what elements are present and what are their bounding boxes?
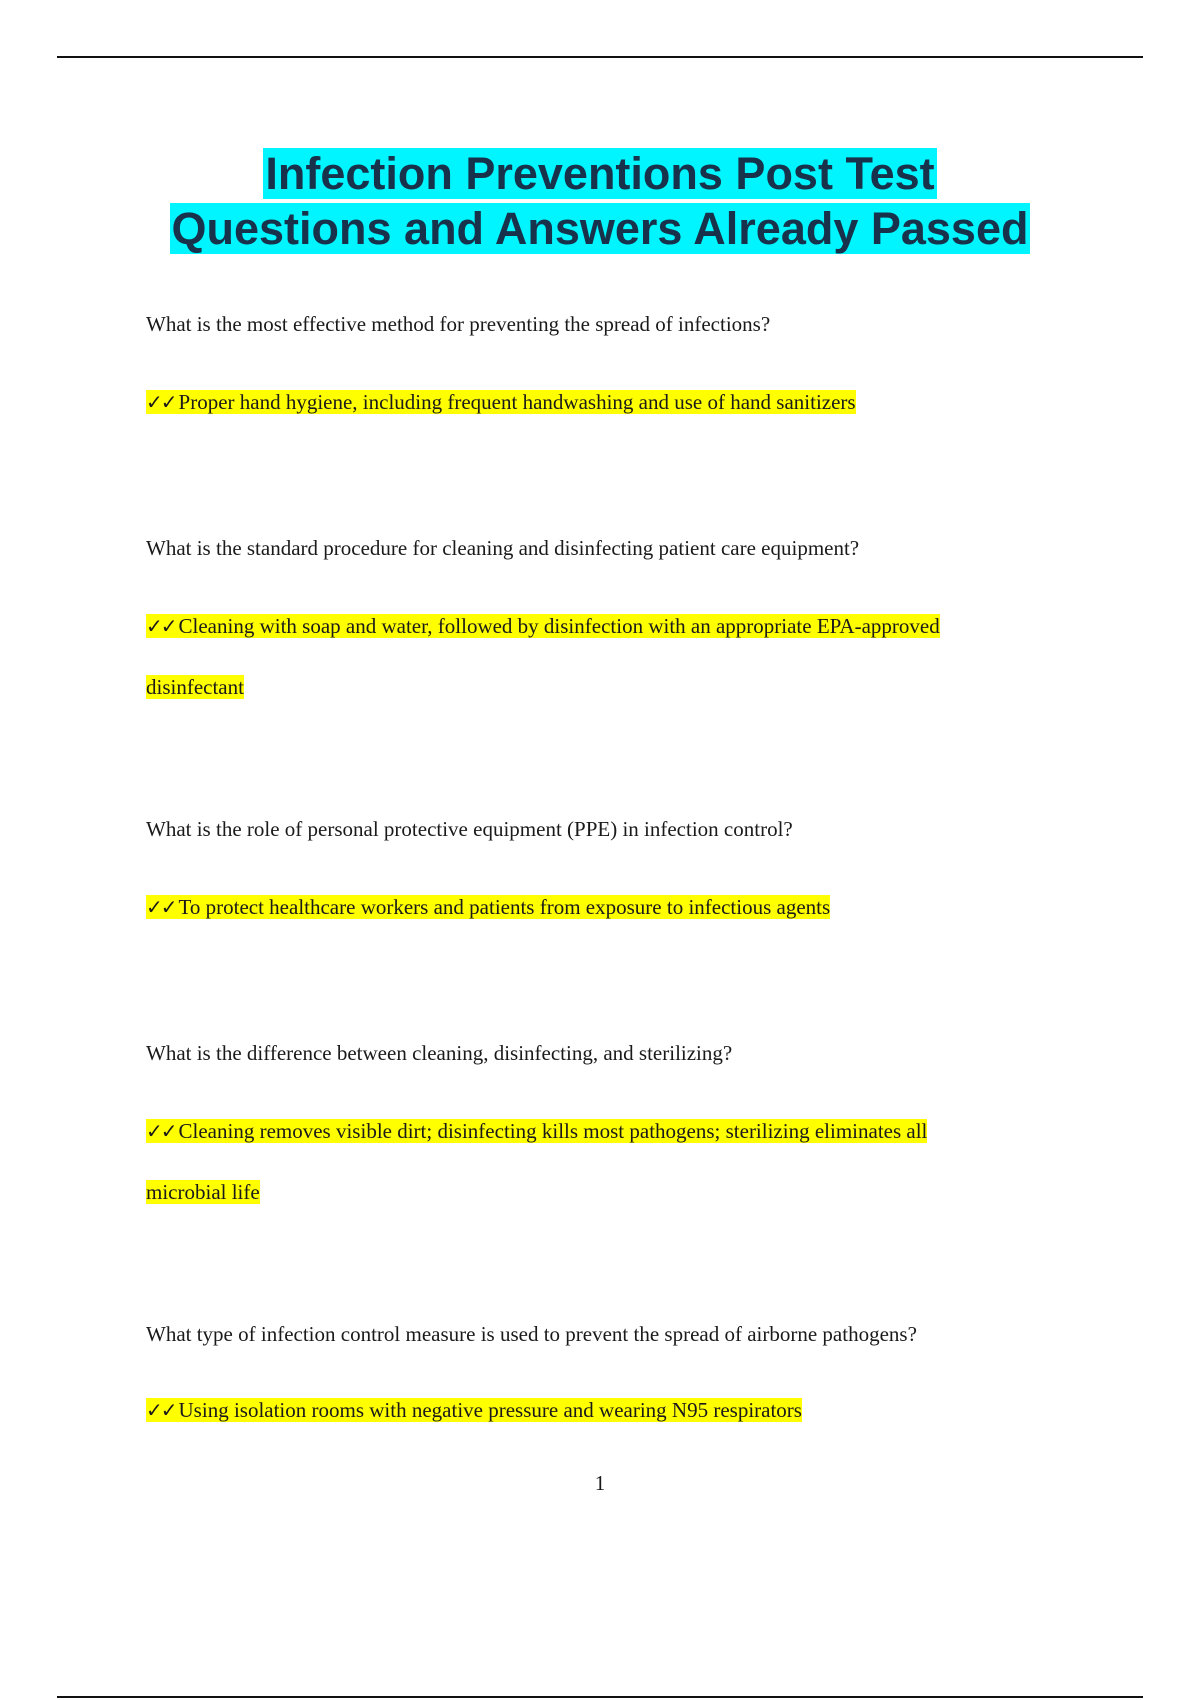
answer-1-line-1: ✓✓ Proper hand hygiene, including frequent handwashing and use of hand sanitizers: [146, 390, 856, 414]
header-rule: [57, 56, 1143, 58]
checkmark-icon: ✓✓: [146, 1119, 176, 1143]
answer-4: [146, 1101, 927, 1223]
question-2: What is the standard procedure for cleaning and disinfecting patient care equipment?: [146, 536, 860, 560]
answer-2: [146, 596, 940, 718]
answer-2-line-2: disinfectant: [146, 675, 244, 699]
page-number: 1: [594, 1471, 606, 1495]
answer-3-line-1: ✓✓ To protect healthcare workers and patients from exposure to infectious agents: [146, 895, 831, 919]
question-4: What is the difference between cleaning, disinfecting, and sterilizing?: [146, 1041, 733, 1065]
answer-4-line-2: microbial life: [146, 1180, 260, 1204]
answer-5: [146, 1380, 802, 1441]
checkmark-icon: ✓✓: [146, 895, 176, 919]
answer-4-line-1: ✓✓ Cleaning removes visible dirt; disinfecting kills most pathogens; sterilizing eliminates all: [146, 1119, 928, 1143]
document-title: [0, 146, 1200, 256]
question-1: What is the most effective method for preventing the spread of infections?: [146, 312, 771, 336]
question-5: What type of infection control measure is used to prevent the spread of airborne pathogens?: [146, 1322, 917, 1346]
title-line-2: Questions and Answers Already Passed: [171, 203, 1029, 254]
answer-1: [146, 372, 856, 433]
footer-rule: [57, 1696, 1143, 1698]
answer-5-line-1: ✓✓ Using isolation rooms with negative pressure and wearing N95 respirators: [146, 1398, 802, 1422]
checkmark-icon: ✓✓: [146, 614, 176, 638]
answer-3: [146, 877, 830, 938]
answer-2-line-1: ✓✓ Cleaning with soap and water, followed by disinfection with an appropriate EPA-approved: [146, 614, 940, 638]
title-line-1: Infection Preventions Post Test: [265, 148, 935, 199]
checkmark-icon: ✓✓: [146, 1398, 176, 1422]
question-3: What is the role of personal protective equipment (PPE) in infection control?: [146, 817, 793, 841]
checkmark-icon: ✓✓: [146, 390, 176, 414]
